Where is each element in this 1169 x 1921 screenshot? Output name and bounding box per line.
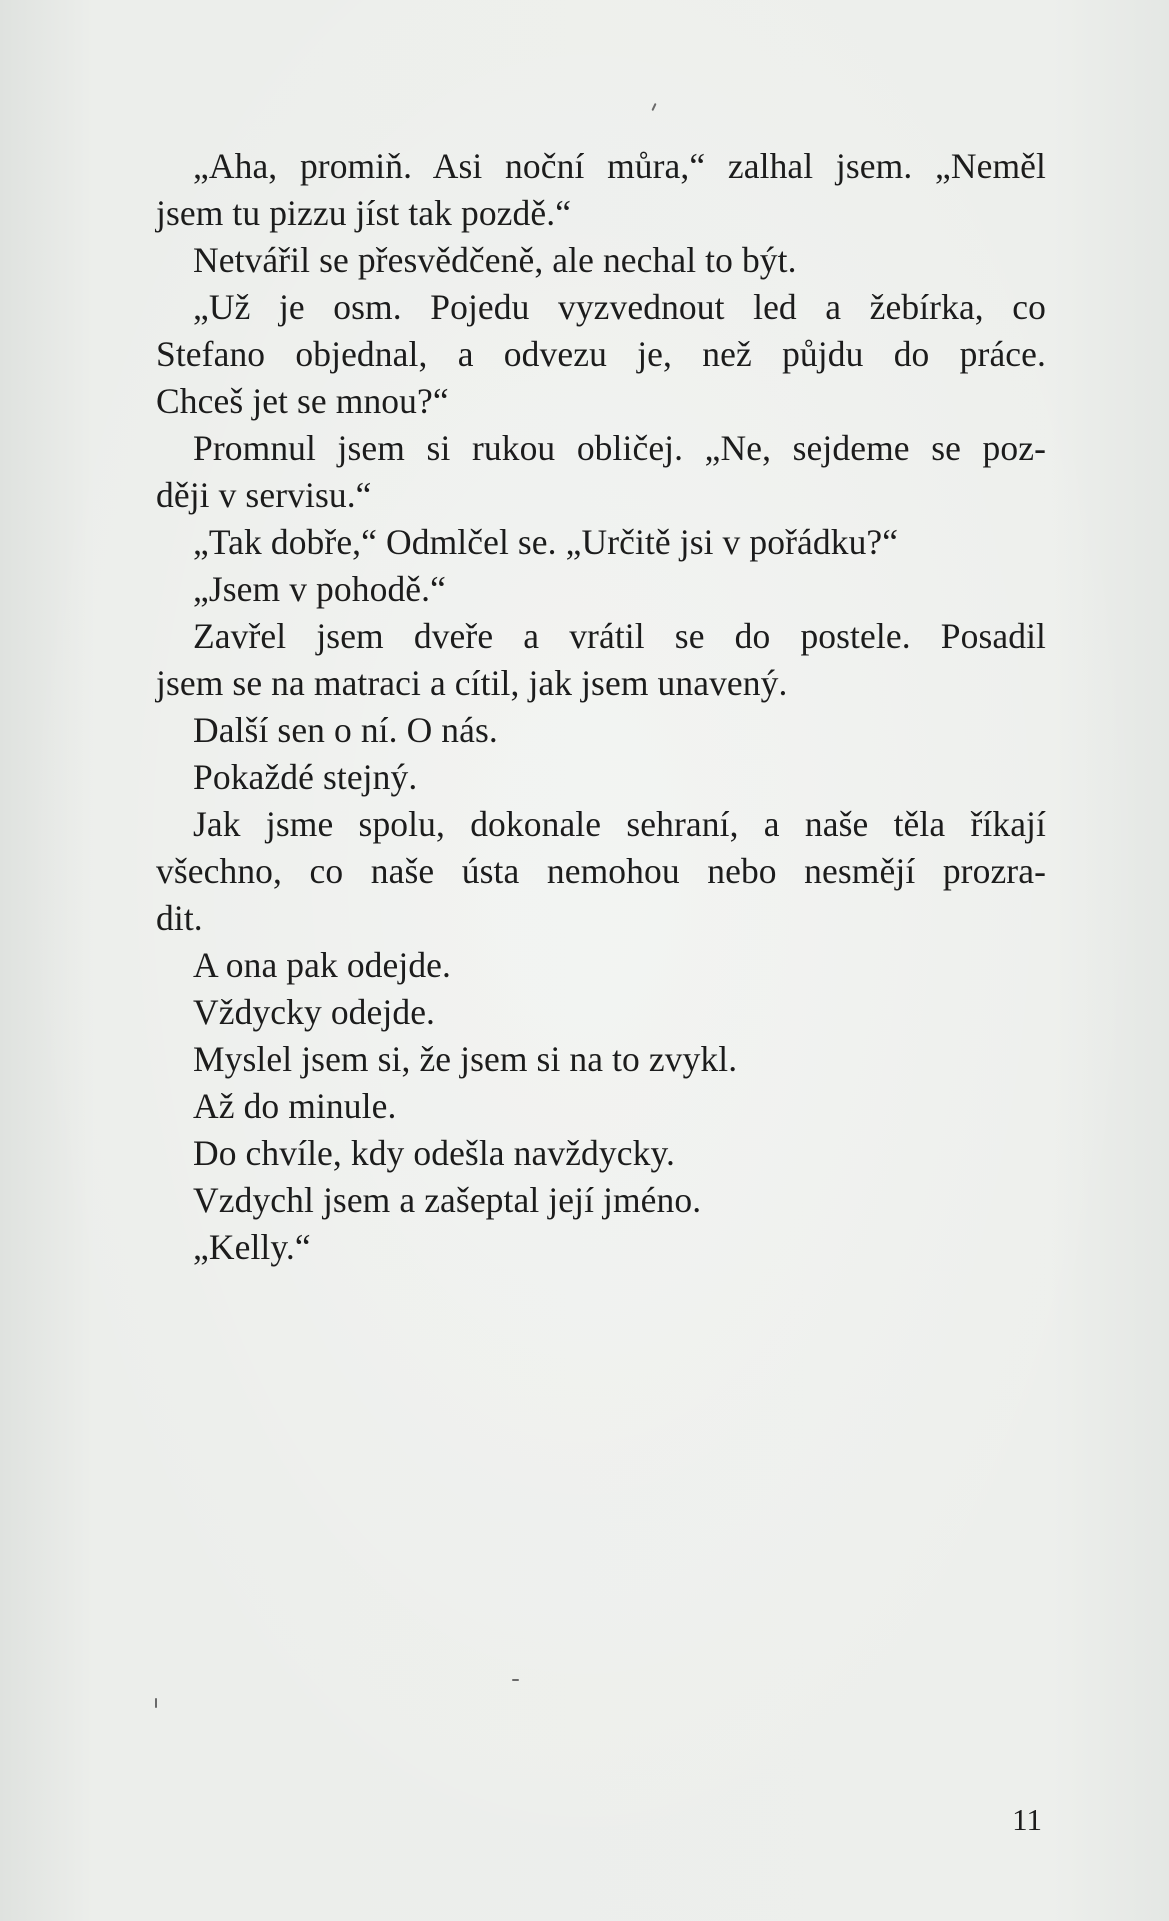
text-line: „Jsem v pohodě.“ <box>193 569 446 609</box>
body-text <box>156 143 1046 1271</box>
text-line: „Kelly.“ <box>193 1227 311 1267</box>
page-number: 11 <box>1012 1802 1042 1837</box>
text-line: Vždycky odejde. <box>193 992 436 1032</box>
text-line: Myslel jsem si, že jsem si na to zvykl. <box>193 1039 738 1079</box>
text-line: Vzdychl jsem a zašeptal její jméno. <box>193 1180 702 1220</box>
text-line: Netvářil se přesvědčeně, ale nechal to být. <box>193 240 797 280</box>
text-line: jsem se na matraci a cítil, jak jsem unavený. <box>156 663 788 703</box>
text-line: ději v servisu.“ <box>156 475 372 515</box>
paper-speck <box>512 1679 519 1681</box>
text-line: Zavřel jsem dveře a vrátil se do postele. Posadil <box>193 616 1046 656</box>
text-line: „Tak dobře,“ Odmlčel se. „Určitě jsi v pořádku?“ <box>193 522 899 562</box>
text-line: dit. <box>156 898 203 938</box>
text-line: „Už je osm. Pojedu vyzvednout led a žebírka, co <box>193 287 1046 327</box>
paper-speck <box>155 1698 157 1708</box>
text-line: Do chvíle, kdy odešla navždycky. <box>193 1133 675 1173</box>
text-line: Chceš jet se mnou?“ <box>156 381 449 421</box>
text-line: A ona pak odejde. <box>193 945 452 985</box>
text-line: jsem tu pizzu jíst tak pozdě.“ <box>156 193 572 233</box>
text-line: Jak jsme spolu, dokonale sehraní, a naše těla říkají <box>193 804 1046 844</box>
text-line: Další sen o ní. O nás. <box>193 710 498 750</box>
text-line: Stefano objednal, a odvezu je, než půjdu do práce. <box>156 334 1046 374</box>
text-line: „Aha, promiň. Asi noční můra,“ zalhal jsem. „Neměl <box>193 146 1046 186</box>
text-line: všechno, co naše ústa nemohou nebo nesmějí prozra- <box>156 851 1046 891</box>
paper-speck <box>651 103 656 111</box>
text-line: Pokaždé stejný. <box>193 757 418 797</box>
text-line: Promnul jsem si rukou obličej. „Ne, sejdeme se poz- <box>193 428 1046 468</box>
text-line: Až do minule. <box>193 1086 397 1126</box>
